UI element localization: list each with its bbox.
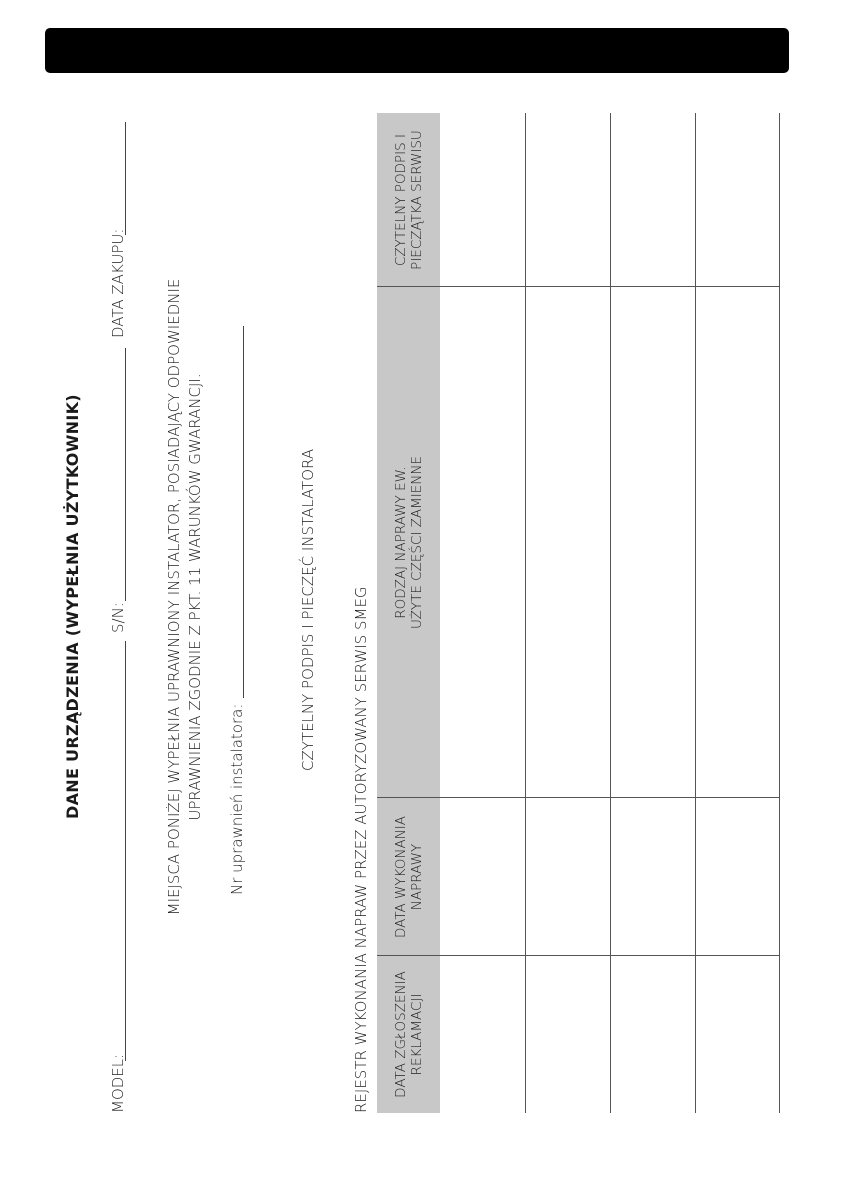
model-label: MODEL: bbox=[109, 1053, 127, 1113]
table-row-divider bbox=[610, 113, 611, 1113]
sn-field[interactable] bbox=[125, 348, 126, 601]
table-row-divider bbox=[525, 113, 526, 1113]
installer-note-line1: MIEJSCA PONIŻEJ WYPEŁNIA UPRAWNIONY INSTALATOR, POSIADAJĄCY ODPOWIEDNIE bbox=[165, 278, 183, 916]
column-header-repair-date: DATA WYKONANIA NAPRAWY bbox=[392, 815, 425, 939]
sn-label: S/N: bbox=[109, 602, 127, 633]
column-header-service-signature: CZYTELNY PODPIS I PIECZĄTKA SERWISU bbox=[392, 130, 425, 270]
column-divider bbox=[377, 286, 780, 287]
table-row-divider bbox=[779, 113, 780, 1113]
installer-note-line2: UPRAWNIENIA ZGODNIE Z PKT. 11 WARUNKÓW GWARANCJI. bbox=[186, 373, 204, 821]
purchase-date-field[interactable] bbox=[125, 122, 126, 235]
column-header-repair-type: RODZAJ NAPRAWY EW. UŻYTE CZĘŚCI ZAMIENNE bbox=[392, 455, 425, 630]
model-field[interactable] bbox=[125, 641, 126, 1061]
column-divider bbox=[377, 797, 780, 798]
installer-license-label: Nr uprawnień instalatora: bbox=[228, 703, 246, 895]
device-data-title: DANE URZĄDZENIA (WYPEŁNIA UŻYTKOWNIK) bbox=[63, 394, 82, 819]
repair-register-title: REJESTR WYKONANIA NAPRAW PRZEZ AUTORYZOWANY SERWIS SMEG bbox=[352, 586, 370, 1113]
purchase-date-label: DATA ZAKUPU: bbox=[109, 228, 127, 338]
installer-signature-label: CZYTELNY PODPIS I PIECZĘĆ INSTALATORA bbox=[299, 448, 317, 771]
repair-register-table bbox=[377, 113, 780, 1113]
installer-license-field[interactable] bbox=[243, 326, 244, 698]
column-header-report-date: DATA ZGŁOSZENIA REKLAMACJI bbox=[392, 971, 425, 1098]
column-divider bbox=[377, 955, 780, 956]
table-row-divider bbox=[695, 113, 696, 1113]
